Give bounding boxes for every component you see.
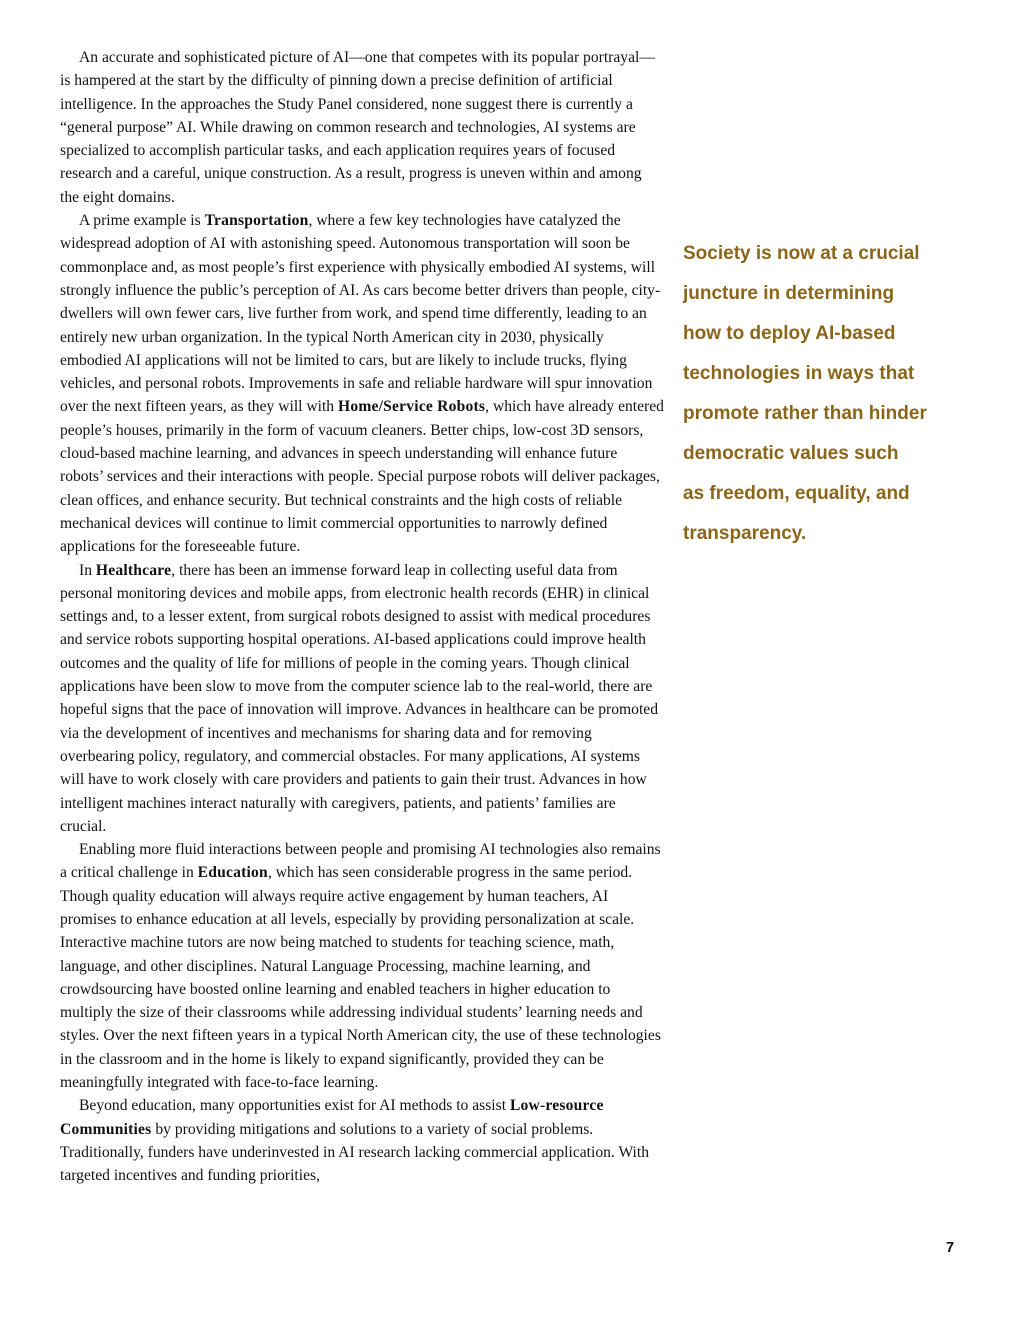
domain-keyword: Low-resource Communities (60, 1097, 604, 1138)
page-number: 7 (946, 1240, 955, 1256)
paragraph: An accurate and sophisticated picture of AI—one that competes with its popular portrayal—is hampered at the start by the difficulty of pinning down a precise definition of artificial intelligence. In the approaches the Study Panel considered, none suggest there is currently a “general purpose” AI. While drawing on common research and technologies, AI systems are specialized to accomplish particular tasks, and each application requires years of focused research and a careful, unique construction. As a result, progress is uneven within and among the eight domains. (60, 49, 655, 206)
domain-keyword: Home/Service Robots (338, 398, 486, 416)
pull-quote (683, 234, 993, 554)
body-text (60, 46, 664, 1188)
domain-keyword: Healthcare (95, 561, 172, 579)
paragraph: Beyond education, many opportunities exist for AI methods to assist Low-resource Communities by providing mitigations and solutions to a variety of social problems. Traditionally, funders have underinvested in AI research lacking commercial application. With targeted incentives and funding priorities, (60, 1097, 650, 1185)
pull-quote-line: democratic values such (683, 443, 899, 464)
pull-quote-line: technologies in ways that (683, 363, 915, 384)
pull-quote-line: promote rather than hinder (683, 403, 927, 424)
paragraph: In Healthcare, there has been an immense forward leap in collecting useful data from personal monitoring devices and mobile apps, from electronic health records (EHR) in clinical settings and, to a lesser extent, from surgical robots designed to assist with medical procedures and service robots supporting hospital operations. AI-based applications could improve health outcomes and the quality of life for millions of people in the coming years. Though clinical applications have been slow to move from the computer science lab to the real-world, there are hopeful signs that the pace of innovation will improve. Advances in healthcare can be promoted via the development of incentives and mechanisms for sharing data and for removing overbearing policy, regulatory, and commercial obstacles. For many applications, AI systems will have to work closely with care providers and patients to gain their trust. Advances in how intelligent machines interact naturally with caregivers, patients, and patients’ families are crucial. (60, 561, 659, 835)
pull-quote-line: Society is now at a crucial (683, 243, 920, 264)
pull-quote-line: how to deploy AI-based (683, 323, 896, 344)
pull-quote-line: transparency. (683, 523, 807, 544)
paragraph: Enabling more fluid interactions between people and promising AI technologies also remains a critical challenge in Education, which has seen considerable progress in the same period. Though quality education will always require active engagement by human teachers, AI promises to enhance education at all levels, especially by providing personalization at scale. Interactive machine tutors are now being matched to students for teaching science, math, language, and other disciplines. Natural Language Processing, machine learning, and crowdsourcing have boosted online learning and enabled teachers in higher education to multiply the size of their classrooms while addressing individual students’ learning needs and styles. Over the next fifteen years in a typical North American city, the use of these technologies in the classroom and in the home is likely to expand significantly, provided they can be meaningfully integrated with face-to-face learning. (60, 841, 661, 1092)
pull-quote-line: as freedom, equality, and (683, 483, 910, 504)
paragraph: A prime example is Transportation, where a few key technologies have catalyzed the widespread adoption of AI with astonishing speed. Autonomous transportation will soon be commonplace and, as most people’s first experience with physically embodied AI systems, will strongly influence the public’s perception of AI. As cars become better drivers than people, city-dwellers will own fewer cars, live further from work, and spend time differently, leading to an entirely new urban organization. In the typical North American city in 2030, physically embodied AI applications will not be limited to cars, but are likely to include trucks, flying vehicles, and personal robots. Improvements in safe and reliable hardware will spur innovation over the next fifteen years, as they will with Home/Service Robots, which have already entered people’s houses, primarily in the form of vacuum cleaners. Better chips, low-cost 3D sensors, cloud-based machine learning, and advances in speech understanding will enhance future robots’ services and their interactions with people. Special purpose robots will deliver packages, clean offices, and enhance security. But technical constraints and the high costs of reliable mechanical devices will continue to limit commercial opportunities to narrowly defined applications for the foreseeable future. (60, 212, 664, 556)
domain-keyword: Education (197, 864, 268, 882)
pull-quote-line: juncture in determining (683, 283, 895, 304)
domain-keyword: Transportation (204, 212, 309, 230)
